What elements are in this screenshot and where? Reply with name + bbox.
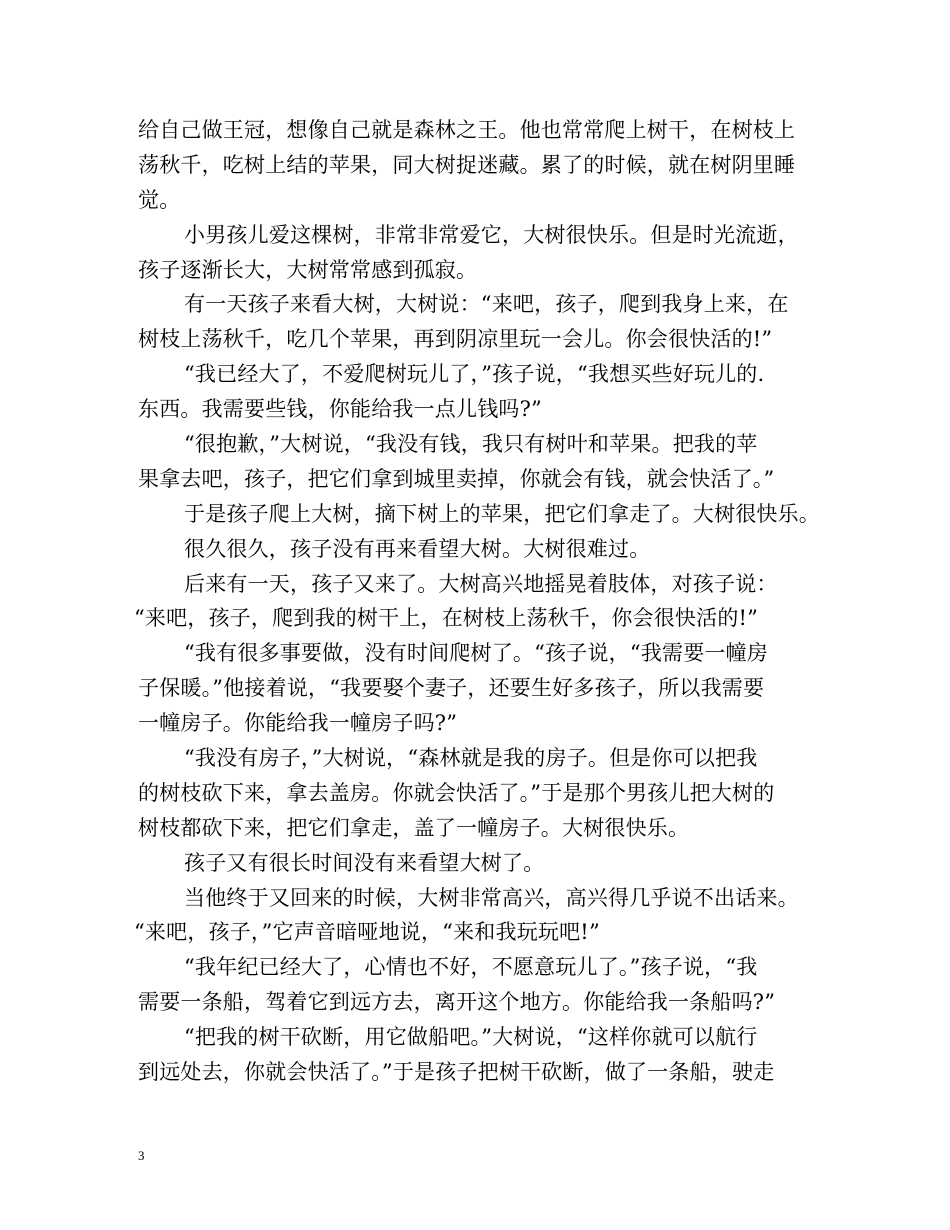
text-line: 果拿去吧，孩子，把它们拿到城里卖掉，你就会有钱，就会快活了。” xyxy=(138,466,775,491)
text-line: 树枝都砍下来，把它们拿走，盖了一幢房子。大树很快乐。 xyxy=(138,815,690,840)
paragraph-first-line: “我没有房子，”大树说，“森林就是我的房子。但是你可以把我 xyxy=(184,746,758,771)
text-line: 子保暖。”他接着说，“我要娶个妻子，还要生好多孩子，所以我需要 xyxy=(138,676,765,701)
paragraph-first-line: “我已经大了，不爱爬树玩儿了，”孩子说，“我想买些好玩儿的. xyxy=(184,362,765,387)
page-number: 3 xyxy=(138,1148,145,1163)
text-line: 树枝上荡秋千，吃几个苹果，再到阴凉里玩一会儿。你会很快活的!” xyxy=(138,327,773,352)
document-body xyxy=(134,113,828,1090)
paragraph-first-line: 孩子又有很长时间没有来看望大树了。 xyxy=(184,850,545,875)
paragraph-first-line: 后来有一天，孩子又来了。大树高兴地摇晃着肢体，对孩子说： xyxy=(184,571,778,596)
text-line: 荡秋千，吃树上结的苹果，同大树捉迷藏。累了的时候，就在树阴里睡 xyxy=(138,152,796,177)
paragraph-first-line: “很抱歉，”大树说，“我没有钱，我只有树叶和苹果。把我的苹 xyxy=(184,432,758,457)
text-line: 孩子逐渐长大，大树常常感到孤寂。 xyxy=(138,257,478,282)
text-line: 给自己做王冠，想像自己就是森林之王。他也常常爬上树干，在树枝上 xyxy=(138,118,796,142)
text-line: “来吧，孩子，”它声音暗哑地说，“来和我玩玩吧!” xyxy=(134,920,600,945)
text-line: 需要一条船，驾着它到远方去，离开这个地方。你能给我一条船吗?” xyxy=(138,990,776,1015)
text-line: “来吧，孩子，爬到我的树干上，在树枝上荡秋千，你会很快活的!” xyxy=(134,606,759,631)
paragraph-first-line: “我年纪已经大了，心情也不好，不愿意玩儿了。”孩子说，“我 xyxy=(184,955,758,980)
paragraph-first-line: 于是孩子爬上大树，摘下树上的苹果，把它们拿走了。大树很快乐。 xyxy=(184,501,820,526)
text-line: 觉。 xyxy=(138,187,181,212)
text-line: 一幢房子。你能给我一幢房子吗?” xyxy=(138,711,458,736)
paragraph-first-line: “我有很多事要做，没有时间爬树了。“孩子说，“我需要一幢房 xyxy=(184,641,769,666)
paragraph-first-line: 有一天孩子来看大树，大树说：“来吧，孩子，爬到我身上来，在 xyxy=(184,292,789,317)
text-line: 的树枝砍下来，拿去盖房。你就会快活了。”于是那个男孩儿把大树的 xyxy=(138,780,775,805)
paragraph-first-line: 小男孩儿爱这棵树，非常非常爱它，大树很快乐。但是时光流逝， xyxy=(184,222,799,247)
paragraph-first-line: 当他终于又回来的时候，大树非常高兴，高兴得几乎说不出话来。 xyxy=(184,885,799,910)
paragraph-first-line: “把我的树干砍断，用它做船吧。”大树说，“这样你就可以航行 xyxy=(184,1025,758,1050)
text-line: 到远处去，你就会快活了。”于是孩子把树干砍断，做了一条船，驶走 xyxy=(138,1060,775,1085)
text-line: 东西。我需要些钱，你能给我一点儿钱吗?” xyxy=(138,397,542,422)
paragraph-first-line: 很久很久，孩子没有再来看望大树。大树很难过。 xyxy=(184,536,651,561)
